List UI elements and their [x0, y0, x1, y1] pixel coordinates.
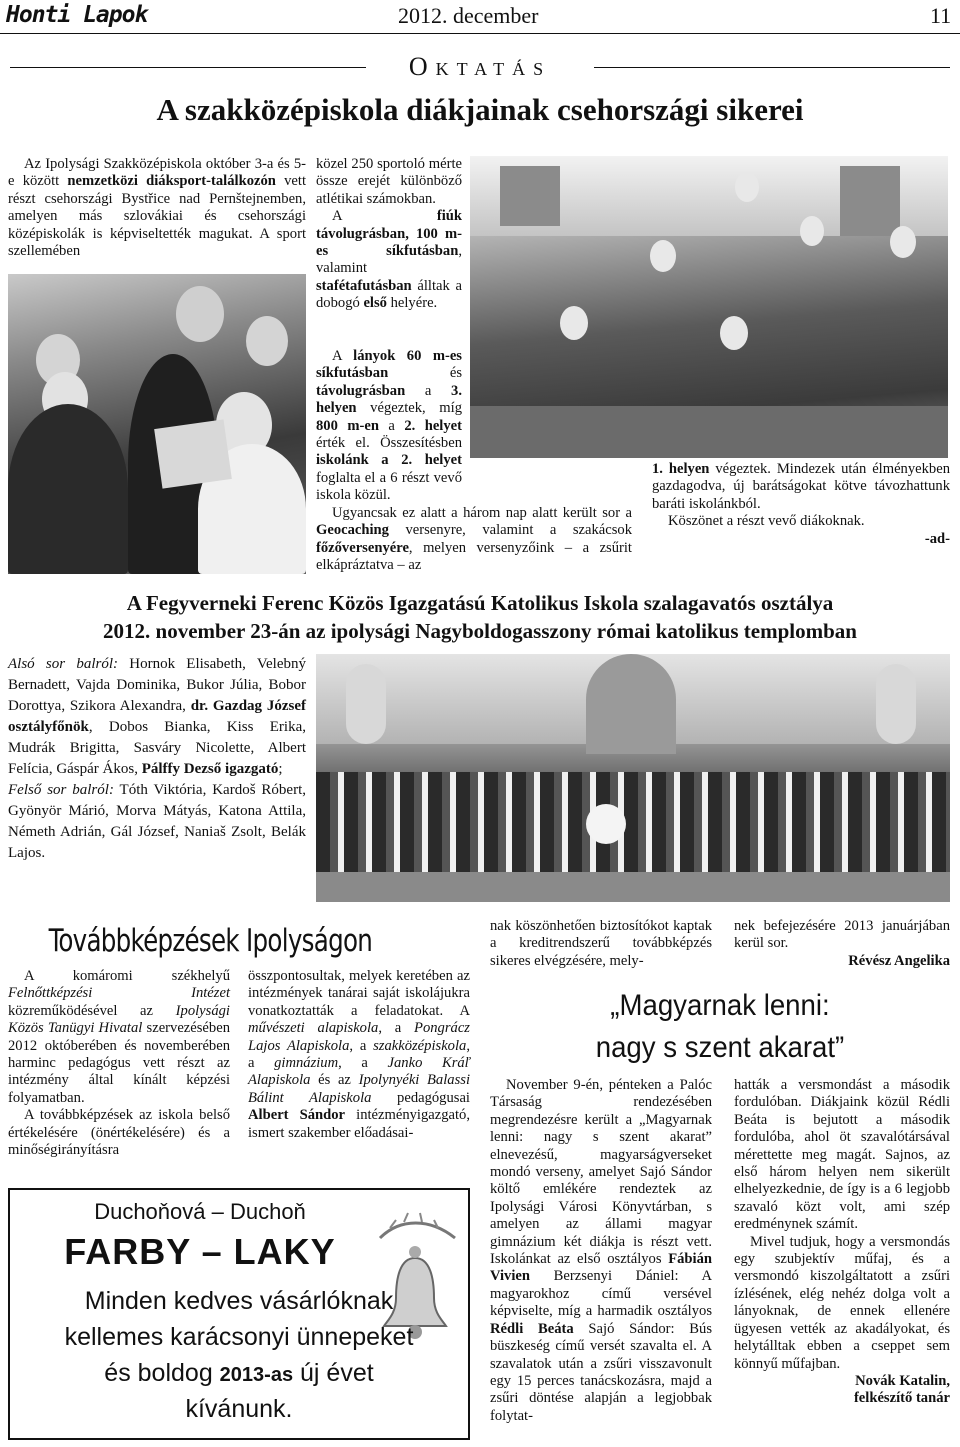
article3-col4 [734, 918, 950, 970]
article3-paragraph: A komáromi székhelyű Felnőttképzési Intézet közreműködésével az Ipolysági Közös Tanügyi Hivatal szervezésében 2012 októberében és novemberében harminc pedagógus vett részt az intézmény által kínált képzési folyamatban. [8, 968, 230, 1106]
article4-paragraph: November 9-én, pénteken a Palóc Társaság rendezésében megrendezésre került a „Magyarnak lenni: nagy s szent akarat” elnevezésű, magyarságverseket mondó verseny, amelyet Sajó Sándor költő emlékére rendeztek az Ipolysági Városi Könyvtárban, s amelyen az állami magyar gimnázium két diákja is részt vett. Iskolánkat az első osztályos Fábián Vivien Berzsenyi Dániel: A magyarokhoz című versével képviselte, míg a harmadik osztályos Rédli Beáta Sajó Sándor: Bús büszkeség című versét szavalta el. A szavalatok után a zsűri visszavonult egy 15 perces tanácskozásra, majd a zsűri döntése alapján a legjobbak folytat- [490, 1077, 712, 1424]
article1-paragraph: Ugyancsak ez alatt a három nap alatt került sor a Geocaching versenyre, valamint a szakácsok főzőversenyére, melyen versenyzőink – a zsűrit elkápráztatva – az [316, 505, 632, 574]
article3-paragraph: nek befejezésére 2013 januárjában kerül sor. [734, 918, 950, 952]
article1-paragraph: A fiúk távolugrásban, 100 m-es síkfutásban, valamint stafétafutásban álltak a dobogó első helyére. [316, 208, 462, 312]
article4-signature-name: Novák Katalin, [855, 1372, 950, 1389]
article1-paragraph: A lányok 60 m-es síkfutásban és távolugrásban a 3. helyen végeztek, míg 800 m-en a 2. helyet érték el. Összesítésben iskolánk a 2. helyet foglalta el a 6 részt vevő iskola közül. [316, 348, 462, 504]
article1-col3 [652, 461, 950, 548]
article4-headline-line2: nagy s szent akarat” [595, 1031, 845, 1064]
article4-col2 [734, 1077, 950, 1408]
article3-headline: Továbbképzések Ipolyságon [48, 923, 373, 959]
article4-col1 [490, 1077, 712, 1425]
ad-year: 2013-as [219, 1364, 294, 1386]
article3-paragraph: A továbbképzések az iskola belső értékelésére (önértékelésére) és a minőségirányításra [8, 1107, 230, 1159]
header-rule [0, 33, 960, 34]
section-rule-right [594, 67, 950, 68]
article4-paragraph: Mivel tudjuk, hogy a versmondás egy szubjektív műfaj, és a versmondó kiszolgáltatott a zsűri ízlésének, elég nehéz dolga volt a lányoknak, de ennek ellenére ügyesen vették az akadályokat, és helytálltak ebben a cseppet sem könnyű műfajban. [734, 1233, 950, 1372]
article1-headline: A szakközépiskola diákjainak csehországi sikerei [156, 92, 804, 127]
article3-paragraph: összpontosultak, melyek keretében az intézmények tanárai saját iskolájukra vonatkoztatták a feladatokat. A művészeti alapiskola, a Pongrácz Lajos Alapiskola, a szakközépiskola, a gimnázium, a Janko Kráľ Alapiskola és az Ipolynyéki Balassi Bálint Alapiskola pedagógusai Albert Sándor intézményigazgató, ismert szakember előadásai- [248, 968, 471, 1141]
graduating-class-church-photo [316, 654, 950, 902]
masthead: Honti Lapok [6, 2, 148, 28]
article4-signature-role: felkészítő tanár [853, 1390, 950, 1407]
page-header [0, 0, 960, 34]
article3-col1 [8, 968, 230, 1159]
section-rule-left [10, 67, 366, 68]
ad-tagline: FARBY – LAKY [64, 1231, 336, 1272]
article1-col2c [316, 505, 632, 575]
class-photo-caption-line2: 2012. november 23-án az ipolysági Nagyboldogasszony római katolikus templomban [103, 619, 857, 643]
article1-thanks: Köszönet a részt vevő diákoknak. [668, 513, 865, 530]
article1-paragraph: közel 250 sportoló mérte össze erejét különböző atlétikai számokban. [316, 156, 462, 207]
ad-greeting-line2: kellemes karácsonyi ünnepeket [64, 1323, 414, 1351]
ad-greeting-line3: és boldog 2013-as új évet [104, 1359, 374, 1387]
article4-paragraph: hatták a versmondást a második fordulóban. Diákjaink közül Rédli Beáta is bejutott a második fordulóba, ahol öt szavalótársával mérettette meg magát. Sajnos, az első három helyen nem sikerült elhelyezkednie, de így is a 6 legjobb szavaló közt volt, ami szép eredménynek számít. [734, 1077, 950, 1233]
article1-paragraph: Az Ipolysági Szakközépiskola október 3-a és 5-e között nemzetközi diáksport-találkozón vett részt csehországi Bystřice nad Pernštejnemben, amelyen más szlovákiai és csehországi középiskolák is képviseltették magukat. A sport szellemében [8, 156, 306, 260]
article3-col2 [248, 968, 470, 1142]
section-title: Oktatás [408, 52, 552, 81]
article3-signature: Révész Angelika [848, 952, 950, 969]
names-upper-row: Felső sor balról: Tóth Viktória, Kardoš Róbert, Gyönyör Márió, Morva Mátyás, Katona Attila, Németh Adrián, Gál József, Naniaš Zsolt, Belák Lajos. [8, 782, 306, 861]
ad-shop-name: Duchoňová – Duchoň [94, 1199, 306, 1224]
ad-greeting-line1: Minden kedves vásárlóknak [84, 1287, 394, 1315]
class-photo-names [8, 654, 306, 864]
athletes-group-photo [8, 274, 306, 574]
christmas-advertisement [8, 1188, 470, 1440]
names-lower-row: Alsó sor balról: Hornok Elisabeth, Velebný Bernadett, Vajda Dominika, Bukor Júlia, Bobor Dorottya, Szikora Alexandra, dr. Gazdag József osztályfőnök, Dobos Bianka, Kiss Erika, Mudrák Brigitta, Sasváry Nicolette, Albert Felícia, Gáspár Ákos, Pálffy Dezső igazgató; [8, 656, 306, 777]
issue-date: 2012. december [398, 3, 539, 28]
article1-intro [8, 156, 306, 260]
article1-col2b [316, 348, 462, 505]
page-number: 11 [930, 3, 952, 28]
article3-paragraph: nak köszönhetően biztosítókot kaptak a kreditrendszerű továbbképzés sikeres elvégzésére, mely- [490, 918, 712, 969]
article4-headline-line1: „Magyarnak lenni: [610, 989, 830, 1022]
article3-col3 [490, 918, 712, 970]
article1-paragraph: 1. helyen végeztek. Mindezek után élményekben gazdagodva, új barátságokat kötve távozhattunk baráti iskolánkból. [652, 461, 950, 512]
article1-col2 [316, 156, 462, 313]
article1-signature: -ad- [924, 530, 950, 547]
ad-greeting-line4: kívánunk. [185, 1395, 293, 1423]
team-with-trophies-photo [470, 156, 948, 458]
class-photo-caption-line1: A Fegyverneki Ferenc Közös Igazgatású Katolikus Iskola szalagavatós osztálya [126, 591, 834, 615]
